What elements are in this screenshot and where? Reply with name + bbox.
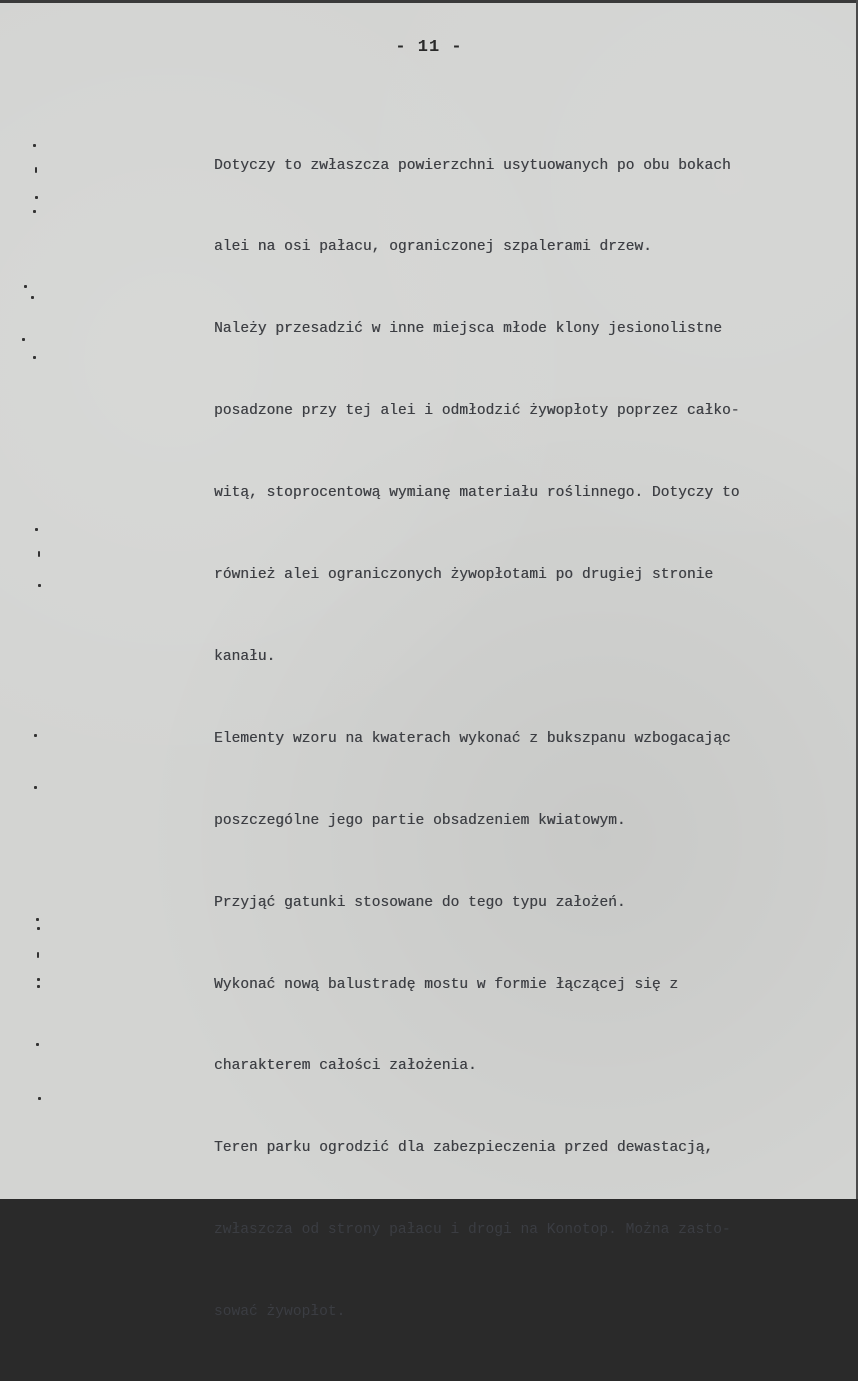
margin-speck [37,952,39,958]
text-line: kanału. [214,648,276,665]
margin-speck [36,918,39,921]
margin-speck [37,927,40,930]
margin-speck [34,734,37,737]
margin-speck [35,196,38,199]
text-line: Elementy wzoru na kwaterach wykonać z bukszpanu wzbogacając [214,730,731,747]
scan-edge-top [0,0,858,3]
margin-speck [35,167,37,173]
text-line: alei na osi pałacu, ograniczonej szpalerami drzew. [214,239,652,256]
body-text [214,98,844,1381]
text-line: również alei ograniczonych żywopłotami po drugiej stronie [214,567,714,584]
margin-speck [33,210,36,213]
text-line: Dotyczy to zwłaszcza powierzchni usytuowanych po obu bokach [214,157,731,174]
margin-speck [38,1097,41,1100]
page-number: - 11 - [395,38,463,57]
margin-speck [37,978,40,981]
text-line: Teren parku ogrodzić dla zabezpieczenia przed dewastacją, [214,1140,714,1157]
text-line: Wykonać nową balustradę mostu w formie łączącej się z [214,976,679,993]
margin-speck [22,338,25,341]
margin-speck [36,1043,39,1046]
margin-speck [33,144,36,147]
margin-speck [35,528,38,531]
text-line: zwłaszcza od strony pałacu i drogi na Konotop. Można zasto- [214,1222,731,1239]
margin-speck [37,985,40,988]
text-line: charakterem całości założenia. [214,1058,477,1075]
text-line: witą, stoprocentową wymianę materiału roślinnego. Dotyczy to [214,485,740,502]
margin-speck [31,296,34,299]
text-line: posadzone przy tej alei i odmłodzić żywopłoty poprzez całko- [214,403,740,420]
text-line: Przyjąć gatunki stosowane do tego typu założeń. [214,894,626,911]
margin-speck [38,551,40,557]
margin-speck [24,285,27,288]
text-line: poszczególne jego partie obsadzeniem kwiatowym. [214,812,626,829]
margin-speck [33,356,36,359]
margin-speck [34,786,37,789]
text-line: sować żywopłot. [214,1304,346,1321]
margin-speck [38,584,41,587]
text-line: Należy przesadzić w inne miejsca młode klony jesionolistne [214,321,722,338]
